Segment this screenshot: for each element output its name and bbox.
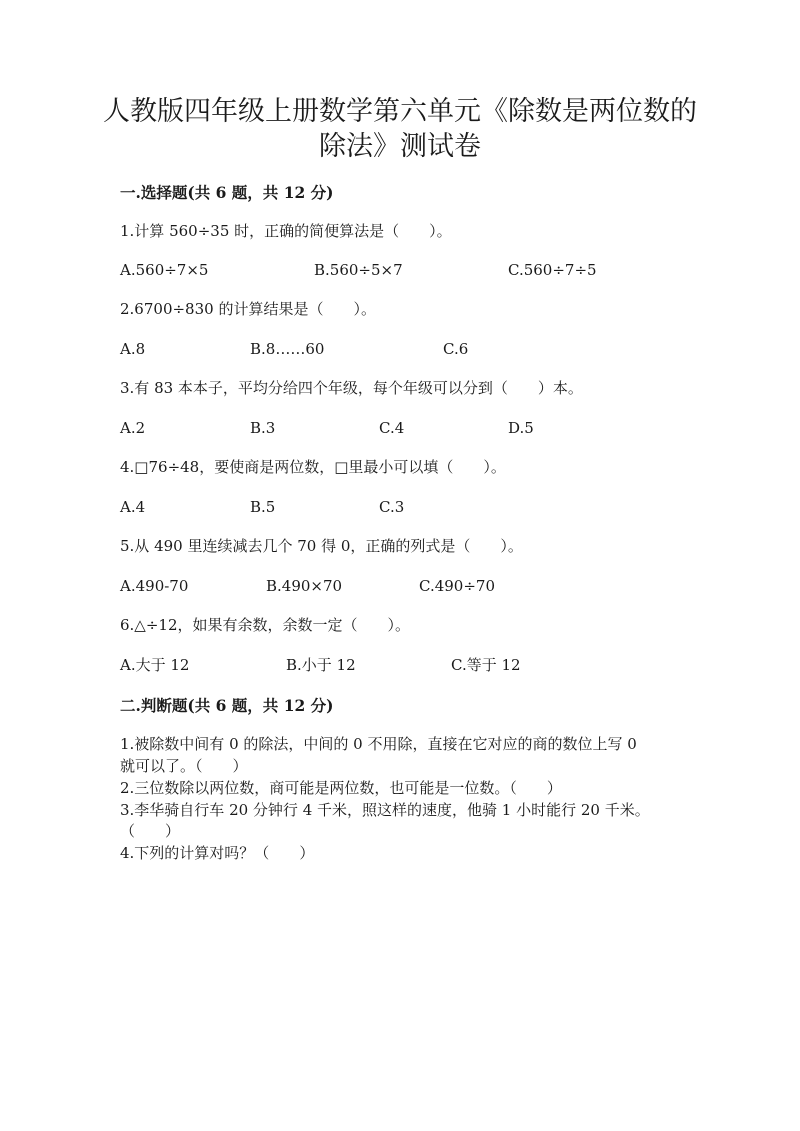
option-a: A.8 (120, 340, 146, 358)
section-heading-choice: 一.选择题(共 6 题，共 12 分) (120, 183, 334, 202)
option-a: A.490-70 (120, 577, 189, 595)
judgment-line: （ ） (120, 822, 181, 840)
option-c: C.4 (379, 419, 405, 437)
page-title-line-1: 人教版四年级上册数学第六单元《除数是两位数的 (103, 96, 697, 127)
option-a: A.4 (120, 498, 146, 516)
question-text: 1.计算 560÷35 时，正确的简便算法是（ ）。 (120, 222, 452, 240)
question-text: 5.从 490 里连续减去几个 70 得 0，正确的列式是（ ）。 (120, 537, 523, 555)
judgment-line: 1.被除数中间有 0 的除法，中间的 0 不用除，直接在它对应的商的数位上写 0 (120, 735, 637, 753)
option-b: B.小于 12 (286, 656, 356, 674)
option-b: B.3 (250, 419, 276, 437)
judgment-line: 4.下列的计算对吗？（ ） (120, 844, 315, 862)
judgment-line: 3.李华骑自行车 20 分钟行 4 千米，照这样的速度，他骑 1 小时能行 20 千米。 (120, 801, 650, 819)
option-a: A.大于 12 (120, 656, 190, 674)
option-c: C.490÷70 (419, 577, 495, 595)
question-text: 4.□76÷48，要使商是两位数，□里最小可以填（ ）。 (120, 458, 506, 476)
question-text: 6.△÷12，如果有余数，余数一定（ ）。 (120, 616, 411, 634)
option-b: B.8……60 (250, 340, 325, 358)
page-title-line-2: 除法》测试卷 (319, 131, 481, 162)
option-c: C.6 (443, 340, 469, 358)
option-a: A.2 (120, 419, 146, 437)
option-c: C.等于 12 (451, 656, 521, 674)
section-heading-judgment: 二.判断题(共 6 题，共 12 分) (120, 696, 334, 715)
option-c: C.3 (379, 498, 405, 516)
option-d: D.5 (508, 419, 534, 437)
judgment-line: 2.三位数除以两位数，商可能是两位数，也可能是一位数。（ ） (120, 779, 562, 797)
option-b: B.560÷5×7 (314, 261, 403, 279)
question-text: 3.有 83 本本子，平均分给四个年级，每个年级可以分到（ ）本。 (120, 379, 583, 397)
option-a: A.560÷7×5 (120, 261, 209, 279)
question-text: 2.6700÷830 的计算结果是（ ）。 (120, 300, 376, 318)
option-c: C.560÷7÷5 (508, 261, 597, 279)
option-b: B.5 (250, 498, 276, 516)
judgment-line: 就可以了。（ ） (120, 757, 248, 775)
option-b: B.490×70 (266, 577, 343, 595)
